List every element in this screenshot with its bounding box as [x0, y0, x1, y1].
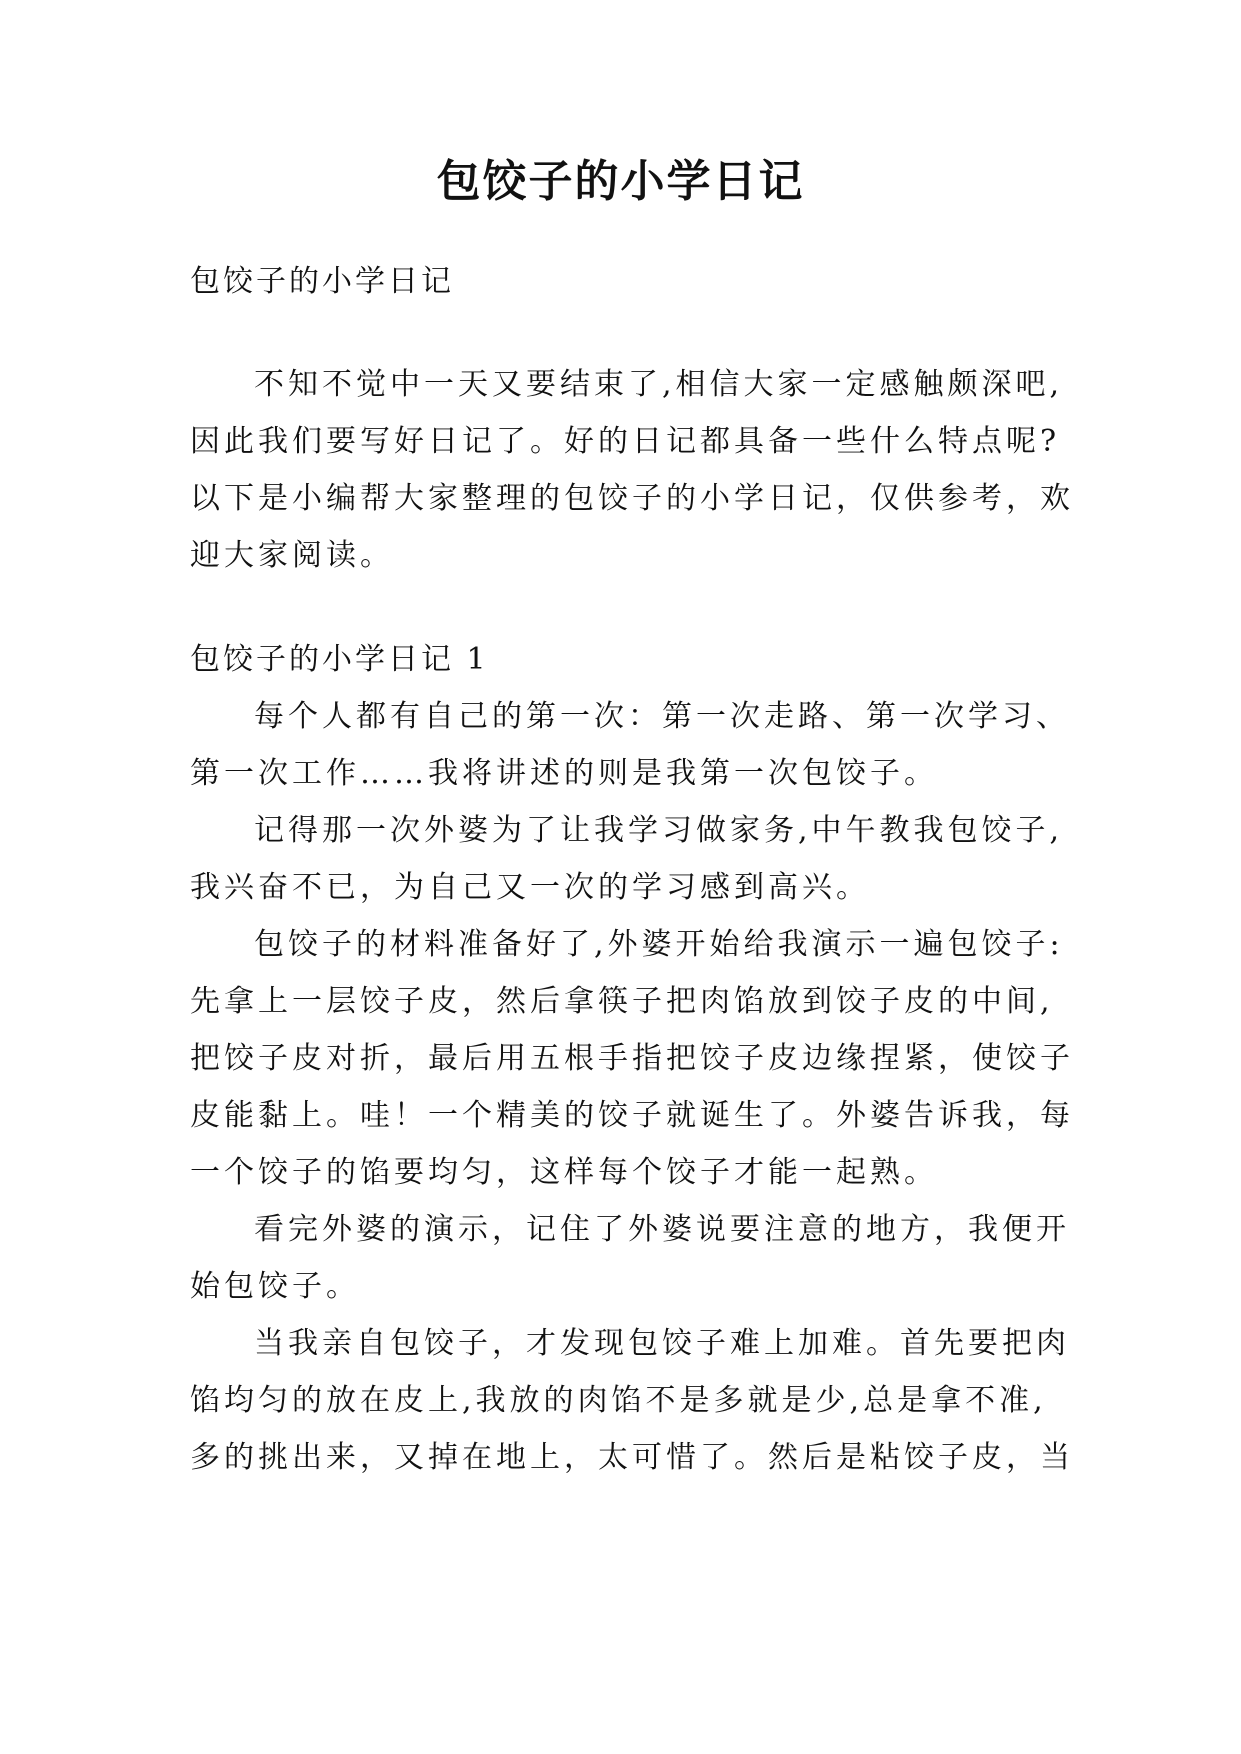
intro-line: 以下是小编帮大家整理的包饺子的小学日记，仅供参考，欢 [190, 481, 1074, 516]
body-line: 当我亲自包饺子，才发现包饺子难上加难。首先要把肉 [254, 1326, 1070, 1361]
document-subtitle: 包饺子的小学日记 [190, 264, 454, 299]
body-line: 始包饺子。 [190, 1269, 360, 1304]
intro-line: 迎大家阅读。 [190, 538, 394, 573]
body-line: 第一次工作……我将讲述的则是我第一次包饺子。 [190, 756, 938, 791]
document-title: 包饺子的小学日记 [436, 156, 805, 207]
body-line: 看完外婆的演示，记住了外婆说要注意的地方，我便开 [254, 1212, 1070, 1247]
body-line: 多的挑出来，又掉在地上，太可惜了。然后是粘饺子皮，当 [190, 1440, 1074, 1475]
intro-line: 因此我们要写好日记了。好的日记都具备一些什么特点呢? [190, 424, 1061, 459]
body-line: 皮能黏上。哇！一个精美的饺子就诞生了。外婆告诉我，每 [190, 1098, 1074, 1133]
body-line: 馅均匀的放在皮上,我放的肉馅不是多就是少,总是拿不准, [190, 1383, 1047, 1418]
body-line: 每个人都有自己的第一次：第一次走路、第一次学习、 [254, 699, 1070, 734]
intro-line: 不知不觉中一天又要结束了,相信大家一定感触颇深吧, [254, 367, 1064, 402]
body-line: 一个饺子的馅要均匀，这样每个饺子才能一起熟。 [190, 1155, 938, 1190]
body-line: 包饺子的材料准备好了,外婆开始给我演示一遍包饺子: [254, 927, 1064, 962]
body-line: 记得那一次外婆为了让我学习做家务,中午教我包饺子, [254, 813, 1064, 848]
body-line: 把饺子皮对折，最后用五根手指把饺子皮边缘捏紧，使饺子 [190, 1041, 1074, 1076]
section-heading: 包饺子的小学日记 1 [190, 642, 489, 677]
body-line: 我兴奋不已，为自己又一次的学习感到高兴。 [190, 870, 870, 905]
body-line: 先拿上一层饺子皮，然后拿筷子把肉馅放到饺子皮的中间, [190, 984, 1054, 1019]
